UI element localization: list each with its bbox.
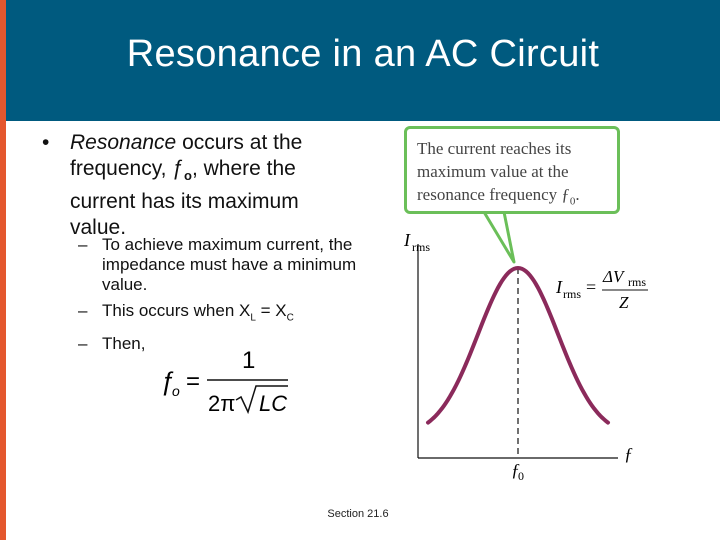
y-axis-label-sub: rms bbox=[412, 240, 430, 254]
xc-subscript: C bbox=[286, 312, 294, 324]
eq-equals: = bbox=[586, 277, 597, 297]
formula-two-pi: 2π bbox=[208, 391, 236, 416]
dash-icon: – bbox=[78, 334, 88, 354]
dash-icon: – bbox=[78, 301, 88, 320]
formula-f: ƒ bbox=[160, 366, 175, 396]
sub-bullet-text: This occurs when $X_L = X_C$ bbox=[102, 301, 294, 324]
bullet-dot-icon: • bbox=[42, 131, 50, 154]
xl-subscript: L bbox=[250, 312, 256, 324]
sub-bullet-text: To achieve maximum current, the impedance must have a minimum value. bbox=[102, 235, 357, 294]
y-axis-label: I bbox=[404, 230, 410, 250]
callout-box bbox=[404, 126, 620, 214]
callout-pointer bbox=[484, 212, 514, 262]
bullet-rest: occurs at the frequency, ƒ bbox=[70, 131, 303, 180]
peak-label-sub: 0 bbox=[518, 469, 524, 483]
bullet-end: , where the current has its maximum value. bbox=[70, 157, 299, 240]
callout-end: . bbox=[575, 185, 580, 204]
x-axis-label: ƒ bbox=[624, 444, 633, 464]
formula-sub: o bbox=[172, 383, 180, 399]
sub-bullet-text: Then, bbox=[102, 334, 146, 354]
eq-lhs-sub: rms bbox=[563, 287, 581, 301]
eq-numerator-sub: rms bbox=[628, 275, 646, 289]
callout-sub: 0 bbox=[569, 195, 576, 208]
eq-numerator: ΔV bbox=[603, 267, 624, 286]
peak-label: ƒ bbox=[511, 460, 520, 480]
equals-text: = X bbox=[255, 301, 287, 320]
formula-numerator: 1 bbox=[242, 347, 256, 374]
bullet-sub: o bbox=[184, 168, 192, 184]
eq-lhs: I bbox=[556, 277, 562, 297]
footer-section: Section 21.6 bbox=[327, 508, 389, 520]
callout-text: The current reaches its maximum value at the resonance frequency ƒ bbox=[417, 139, 572, 204]
eq-denominator: Z bbox=[619, 293, 629, 312]
formula-equals: = bbox=[186, 368, 201, 395]
resonance-graph bbox=[403, 230, 648, 483]
slide-title: Resonance in an AC Circuit bbox=[126, 33, 600, 75]
dash-icon: – bbox=[78, 235, 88, 254]
bullet-emphasis: Resonance bbox=[70, 131, 177, 154]
formula-lc: LC bbox=[259, 391, 288, 416]
resonance-formula bbox=[160, 347, 288, 416]
